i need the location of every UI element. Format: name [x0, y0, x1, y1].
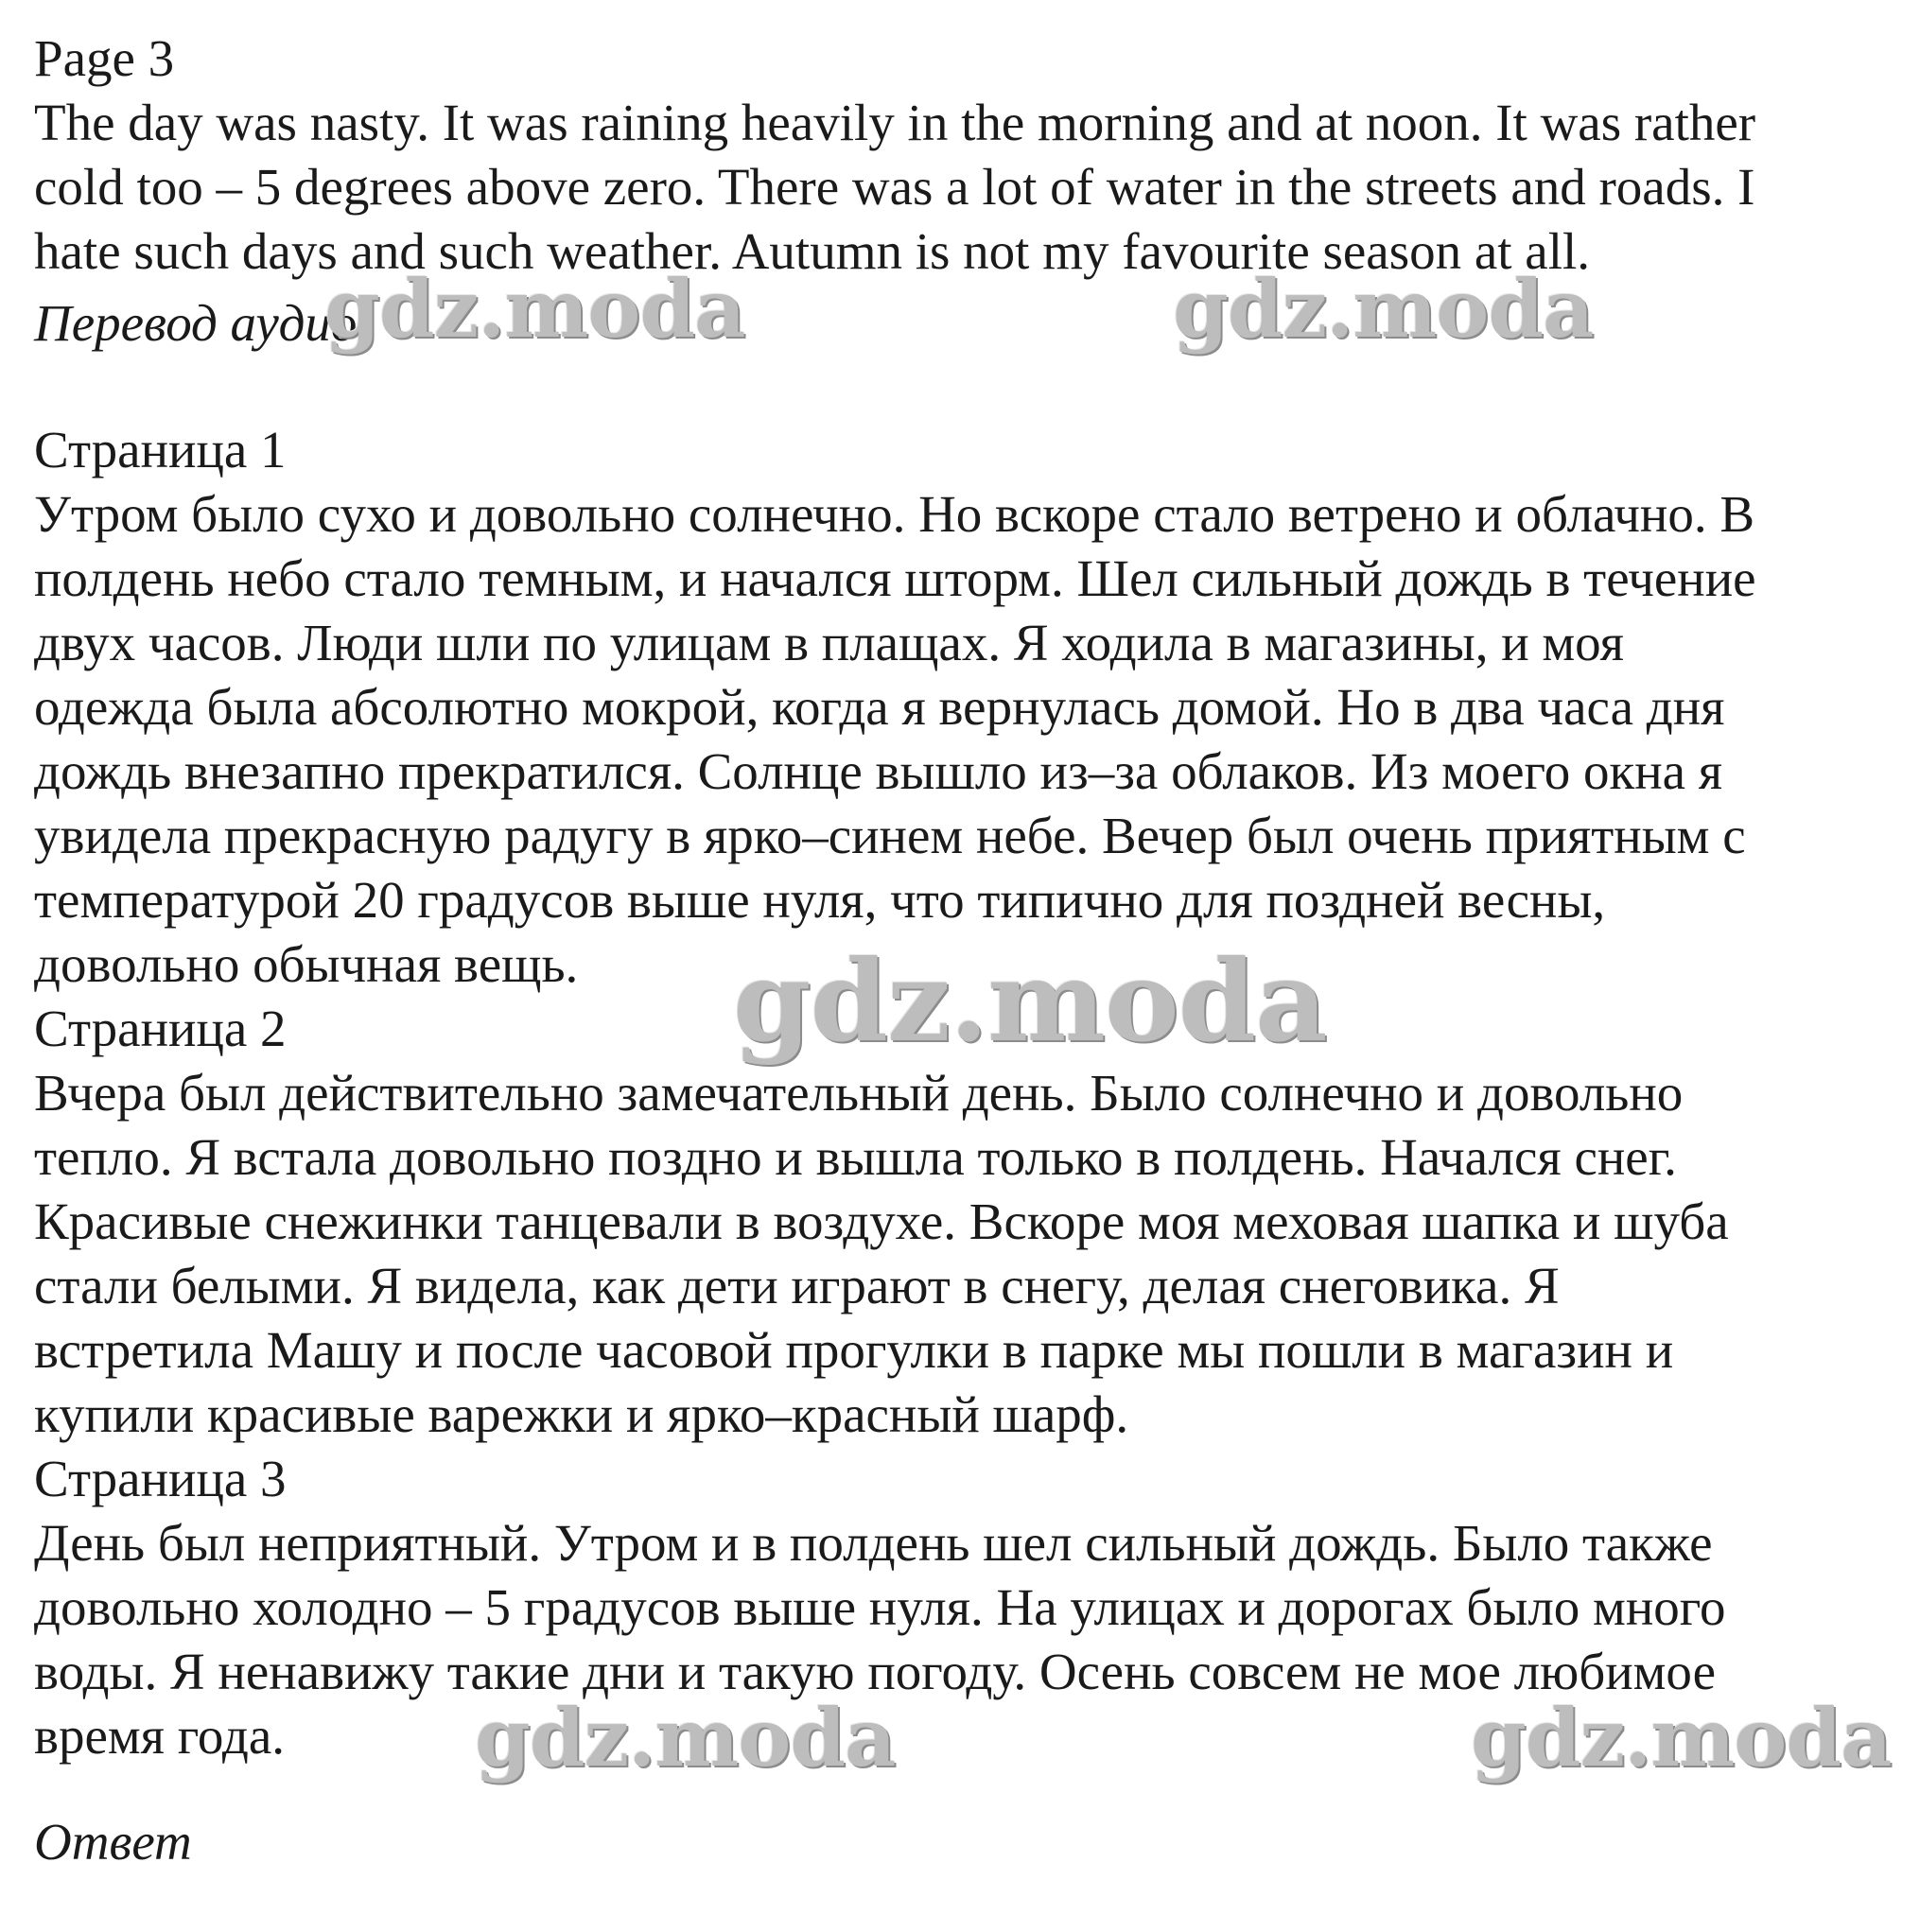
english-line: hate such days and such weather. Autumn is not my favourite season at all.	[34, 222, 1591, 280]
page3-heading: Страница 3	[34, 1450, 287, 1507]
page2-line: купили красивые варежки и ярко–красный шарф.	[34, 1385, 1129, 1443]
watermark: gdz.moda	[1471, 1691, 1892, 1784]
page1-line: одежда была абсолютно мокрой, когда я вернулась домой. Но в два часа дня	[34, 678, 1725, 736]
page1-line: температурой 20 градусов выше нуля, что типично для поздней весны,	[34, 871, 1606, 929]
watermark: gdz.moda	[733, 935, 1327, 1067]
document-page	[34, 26, 1897, 1874]
answer-label: Ответ	[34, 1813, 192, 1871]
page2-line: встретила Машу и после часовой прогулки в парке мы пошли в магазин и	[34, 1321, 1674, 1379]
page3-line: День был неприятный. Утром и в полдень шел сильный дождь. Было также	[34, 1514, 1713, 1572]
page1-line: увидела прекрасную радугу в ярко–синем небе. Вечер был очень приятным с	[34, 807, 1746, 864]
translation-heading: Перевод аудио	[34, 294, 358, 352]
page3-line: время года.	[34, 1707, 285, 1765]
page2-line: Вчера был действительно замечательный день. Было солнечно и довольно	[34, 1064, 1684, 1122]
page3-line: воды. Я ненавижу такие дни и такую погоду. Осень совсем не мое любимое	[34, 1643, 1717, 1700]
page1-line: довольно обычная вещь.	[34, 935, 579, 993]
page1-heading: Страница 1	[34, 421, 287, 479]
watermark: gdz.moda	[324, 262, 745, 356]
page1-line: Утром было сухо и довольно солнечно. Но вскоре стало ветрено и облачно. В	[34, 485, 1755, 543]
page3-line: довольно холодно – 5 градусов выше нуля. На улицах и дорогах было много	[34, 1578, 1726, 1636]
watermark: gdz.moda	[1173, 262, 1594, 356]
page1-line: двух часов. Люди шли по улицам в плащах. Я ходила в магазины, и моя	[34, 614, 1624, 671]
watermark: gdz.moda	[475, 1691, 896, 1784]
page2-line: Красивые снежинки танцевали в воздухе. Вскоре моя меховая шапка и шуба	[34, 1192, 1729, 1250]
page2-line: тепло. Я встала довольно поздно и вышла только в полдень. Начался снег.	[34, 1128, 1677, 1186]
page2-heading: Страница 2	[34, 1000, 287, 1057]
page1-line: дождь внезапно прекратился. Солнце вышло из–за облаков. Из моего окна я	[34, 742, 1723, 800]
english-heading: Page 3	[34, 29, 175, 87]
page1-line: полдень небо стало темным, и начался шторм. Шел сильный дождь в течение	[34, 549, 1756, 607]
english-line: The day was nasty. It was raining heavily in the morning and at noon. It was rather	[34, 94, 1756, 151]
english-line: cold too – 5 degrees above zero. There was a lot of water in the streets and roads. I	[34, 158, 1755, 216]
page2-line: стали белыми. Я видела, как дети играют в снегу, делая снеговика. Я	[34, 1257, 1560, 1314]
